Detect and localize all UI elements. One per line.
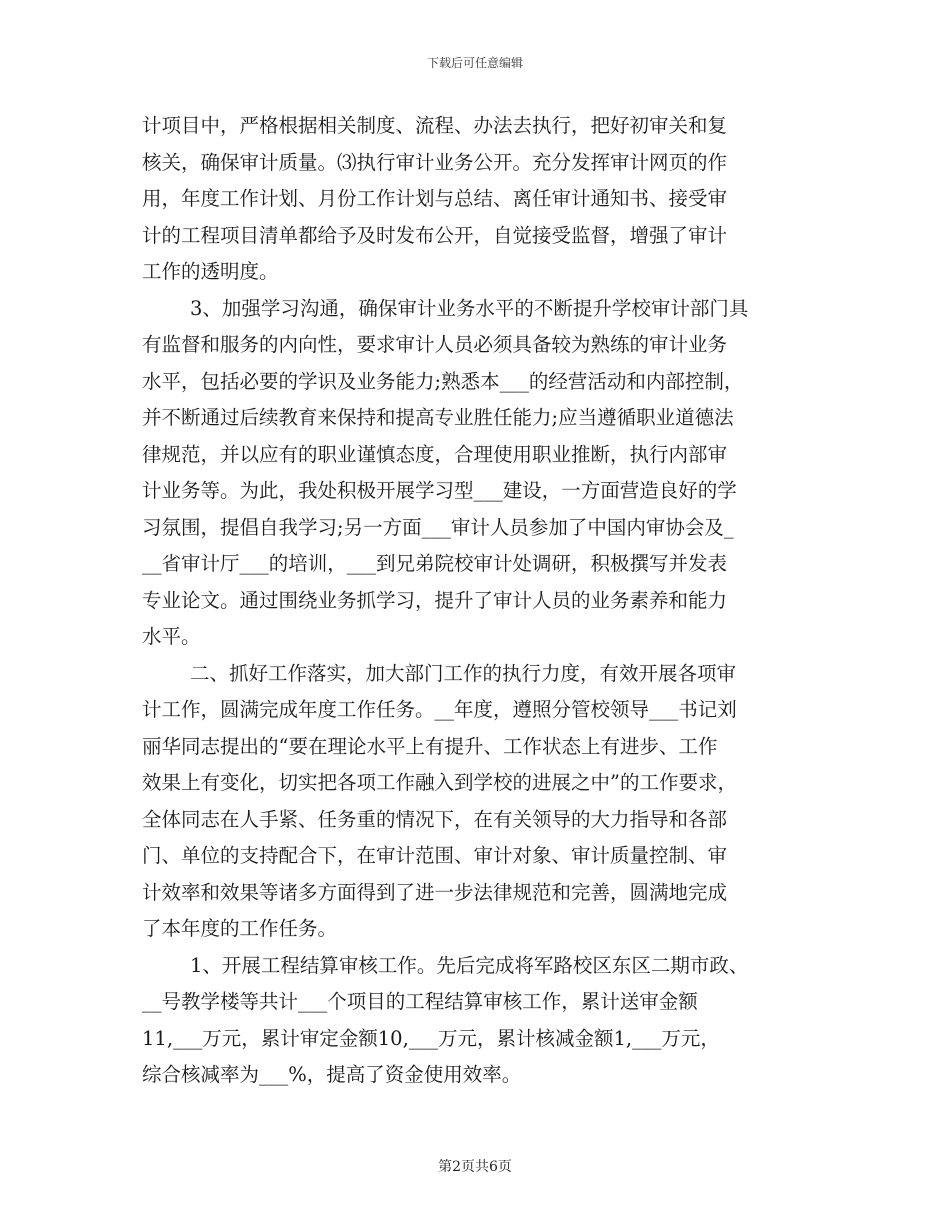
text-line: 计项目中，严格根据相关制度、流程、办法去执行，把好初审关和复 bbox=[142, 114, 728, 137]
text-line: 有监督和服务的内向性，要求审计人员必须具备较为熟练的审计业务 bbox=[142, 333, 728, 356]
text-line: 律规范，并以应有的职业谨慎态度，合理使用职业推断，执行内部审 bbox=[142, 442, 728, 466]
text-line: 工作的透明度。 bbox=[142, 260, 279, 283]
text-line: 综合核减率为___%，提高了资金使用效率。 bbox=[142, 1063, 522, 1086]
text-line: 专业论文。通过围绕业务抓学习，提升了审计人员的业务素养和能力 bbox=[142, 588, 728, 612]
document-body bbox=[142, 108, 810, 1094]
header-note: 下载后可任意编辑 bbox=[426, 56, 523, 70]
text-line: 并不断通过后续教育来保持和提高专业胜任能力;应当遵循职业道德法 bbox=[142, 406, 734, 429]
text-line: 了本年度的工作任务。 bbox=[142, 917, 338, 940]
page-number: 第2页共6页 bbox=[438, 1159, 512, 1175]
text-line: __省审计厅___的培训，___到兄弟院校审计处调研，积极撰写并发表 bbox=[142, 552, 728, 575]
paragraph-start-line: 3、加强学习沟通，确保审计业务水平的不断提升学校审计部门具 bbox=[190, 296, 749, 320]
text-line: 习氛围，提倡自我学习;另一方面___审计人员参加了中国内审协会及_ bbox=[142, 515, 734, 539]
text-line: 效果上有变化，切实把各项工作融入到学校的进展之中”的工作要求， bbox=[142, 771, 737, 794]
text-line: 计的工程项目清单都给予及时发布公开，自觉接受监督，增强了审计 bbox=[142, 223, 728, 247]
text-line: 水平。 bbox=[142, 625, 201, 648]
paragraph-start-line: 二、抓好工作落实，加大部门工作的执行力度，有效开展各项审 bbox=[190, 661, 737, 685]
text-line: 核关，确保审计质量。⑶执行审计业务公开。充分发挥审计网页的作 bbox=[142, 150, 728, 174]
text-line: __号教学楼等共计___个项目的工程结算审核工作，累计送审金额 bbox=[142, 990, 698, 1013]
text-line: 计工作，圆满完成年度工作任务。__年度，遵照分管校领导___书记刘 bbox=[142, 698, 737, 721]
text-line: 门、单位的支持配合下，在审计范围、审计对象、审计质量控制、审 bbox=[142, 844, 728, 867]
text-line: 全体同志在人手紧、任务重的情况下，在有关领导的大力指导和各部 bbox=[142, 807, 728, 831]
text-line: 11,___万元，累计审定金额10,___万元，累计核减金额1,___万元， bbox=[142, 1026, 720, 1050]
text-line: 计业务等。为此，我处积极开展学习型___建设，一方面营造良好的学 bbox=[142, 479, 737, 502]
paragraph-start-line: 1、开展工程结算审核工作。先后完成将军路校区东区二期市政、 bbox=[190, 953, 749, 977]
text-line: 丽华同志提出的“要在理论水平上有提升、工作状态上有进步、工作 bbox=[142, 734, 718, 758]
text-line: 用，年度工作计划、月份工作计划与总结、离任审计通知书、接受审 bbox=[142, 187, 728, 210]
text-line: 水平，包括必要的学识及业务能力;熟悉本___的经营活动和内部控制， bbox=[142, 369, 744, 393]
text-line: 计效率和效果等诸多方面得到了进一步法律规范和完善，圆满地完成 bbox=[142, 880, 728, 904]
